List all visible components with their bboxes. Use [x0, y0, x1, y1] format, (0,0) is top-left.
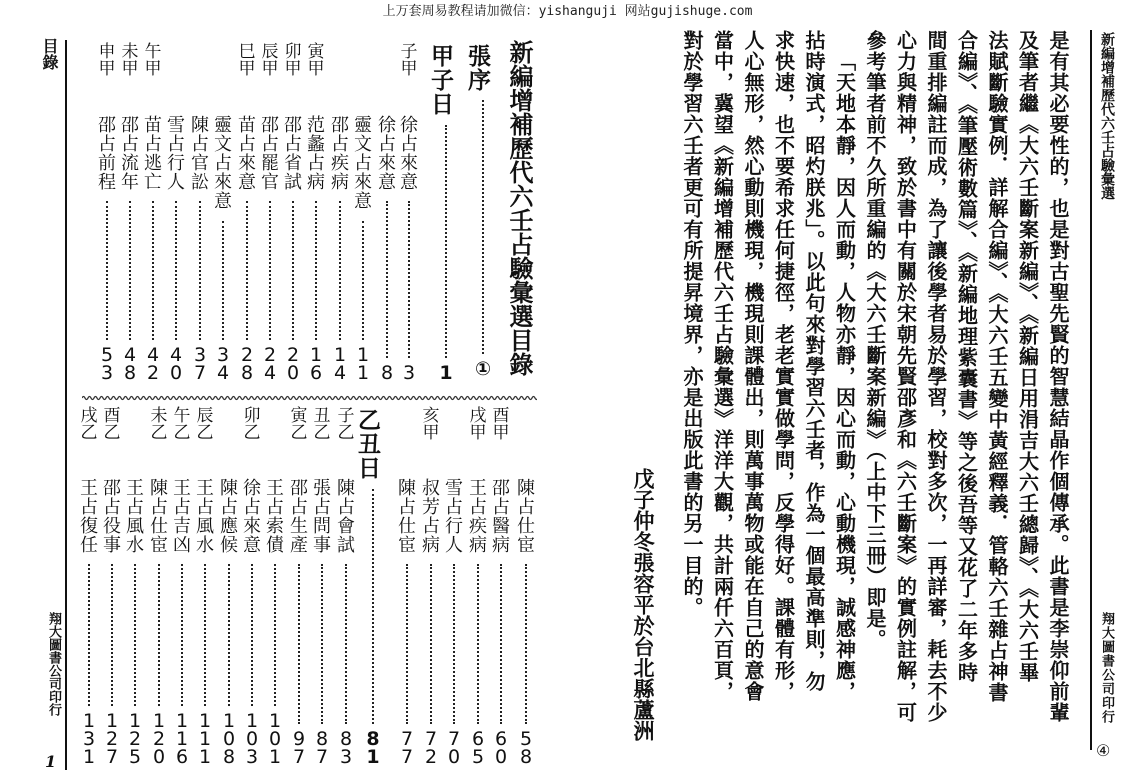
toc-entry[interactable] [311, 408, 333, 766]
leader-dots [525, 564, 527, 724]
toc-entry-branch: 午 乙 [173, 406, 191, 443]
toc-section-heading[interactable] [464, 44, 494, 382]
toc-entry[interactable] [101, 408, 123, 766]
toc-entry-page: ① [474, 358, 492, 380]
toc-entry-page: 1 0 3 [245, 710, 259, 768]
toc-entry-title: 雪占行人 [442, 478, 463, 554]
toc-entry-branch: 卯 甲 [284, 42, 302, 79]
toc-entry[interactable] [165, 44, 187, 382]
toc-entry-page: 4 2 [146, 344, 160, 384]
toc-entry[interactable] [490, 408, 512, 766]
toc-entry-title: 乙丑日 [354, 408, 380, 480]
toc-entry-page: 7 7 [400, 728, 414, 768]
toc-entry-branch: 卯 乙 [243, 406, 261, 443]
toc-entry-page: 2 8 [240, 344, 254, 384]
toc-entry[interactable] [420, 408, 442, 766]
toc-entry-page: 2 4 [263, 344, 277, 384]
leader-dots [88, 564, 90, 706]
toc-entry[interactable] [396, 408, 418, 766]
watermark-text: 上万套周易教程请加微信：yishanguji 网站gujishuge.com [382, 4, 753, 19]
toc-entry[interactable] [264, 408, 286, 766]
toc-entry[interactable] [148, 408, 170, 766]
toc-entry-title: 王占疾病 [466, 478, 487, 554]
toc-entry-page: 1 2 5 [128, 710, 142, 768]
left-running-head: 目錄 [40, 38, 59, 70]
toc-entry-page: 5 3 [100, 344, 114, 384]
preface-line: 間重排編註而成，為了讓後學者易於學習，校對多次，一再詳審，耗去不少 [924, 30, 948, 723]
toc-entry-page: 7 0 [447, 728, 461, 768]
toc-entry-page: 1 0 1 [268, 710, 282, 768]
toc-entry[interactable] [212, 44, 234, 382]
toc-entry-title: 徐占來意 [375, 115, 396, 191]
toc-entry-page: 9 7 [292, 728, 306, 768]
toc-entry-page: 2 0 [286, 344, 300, 384]
right-publisher: 翔大圖書公司印行 [1099, 612, 1114, 724]
preface-line: 法賦斷驗實例．詳解合編》、《大六壬五變中黃經釋義．管輅六壬雜占神書 [985, 30, 1009, 703]
toc-entry-branch: 寅 乙 [290, 406, 308, 443]
toc-entry[interactable] [335, 408, 357, 766]
toc-entry-title: 邵占罷官 [258, 115, 279, 191]
toc-entry-title: 靈文占來意 [211, 115, 232, 210]
toc-entry-branch: 辰 乙 [196, 406, 214, 443]
toc-entry-branch: 亥 甲 [422, 406, 440, 443]
leader-dots [222, 221, 224, 340]
toc-entry-branch: 子 甲 [400, 42, 418, 79]
toc-entry-title: 張序 [464, 44, 490, 92]
leader-dots [321, 564, 323, 724]
toc-entry-page: 7 2 [424, 728, 438, 768]
toc-entry-branch: 丑 乙 [313, 406, 331, 443]
toc-entry[interactable] [124, 408, 146, 766]
toc-entry-title: 邵占生產 [287, 478, 308, 554]
leader-dots [292, 201, 294, 340]
toc-entry[interactable] [282, 44, 304, 382]
leader-dots [129, 201, 131, 340]
left-publisher: 翔大圖書公司印行 [46, 612, 61, 716]
toc-entry-title: 陳占仕宦 [395, 478, 416, 554]
toc-entry-branch: 未 甲 [121, 42, 139, 79]
leader-dots [445, 125, 447, 358]
toc-entry[interactable] [142, 44, 164, 382]
leader-dots [199, 201, 201, 340]
toc-entry-page: 1 6 [309, 344, 323, 384]
leader-dots [152, 201, 154, 340]
wavy-divider [82, 394, 537, 402]
toc-entry[interactable] [288, 408, 310, 766]
toc-entry-page: 1 3 1 [82, 710, 96, 768]
leader-dots [315, 201, 317, 340]
right-running-head: 新編增補歷代六壬占驗彙選 [1099, 32, 1115, 200]
toc-entry-branch: 子 乙 [337, 406, 355, 443]
leader-dots [246, 201, 248, 340]
toc-entry-branch: 酉 甲 [492, 406, 510, 443]
preface-line: 對於學習六壬者更可有所提昇境界，亦是出版此書的另一目的。 [680, 30, 704, 618]
leader-dots [500, 564, 502, 724]
toc-entry-branch: 申 甲 [98, 42, 116, 79]
toc-entry-branch: 未 乙 [150, 406, 168, 443]
toc-entry[interactable] [189, 44, 211, 382]
toc-entry[interactable] [236, 44, 258, 382]
toc-entry-page: 1 1 1 [198, 710, 212, 768]
preface-line: 心力與精神，致於書中有關於宋朝先賢邵彥和《六壬斷案》的實例註解，可 [893, 30, 918, 723]
preface-body [677, 30, 1074, 723]
toc-entry-title: 王占復任 [77, 478, 98, 554]
toc-entry-title: 陳占仕宦 [514, 478, 535, 554]
toc-entry-title: 陳占應候 [217, 478, 238, 554]
leader-dots [251, 564, 253, 706]
toc-entry-branch: 酉 乙 [103, 406, 121, 443]
leader-dots [175, 201, 177, 340]
toc-entry[interactable] [171, 408, 193, 766]
leader-dots [274, 564, 276, 706]
leader-dots [111, 564, 113, 706]
toc-entry-branch: 辰 甲 [261, 42, 279, 79]
toc-entry-title: 邵占疾病 [328, 115, 349, 191]
toc-entry[interactable] [78, 408, 100, 766]
leader-dots [158, 564, 160, 706]
preface-line: 求快速，也不要希求任何捷徑，老老實實做學問，反學得好。課體有形， [771, 30, 796, 702]
toc-entry-title: 苗占逃亡 [141, 115, 162, 191]
toc-entry-page: 6 0 [494, 728, 508, 768]
leader-dots [372, 489, 374, 724]
leader-dots [204, 564, 206, 706]
left-page-number: 1 [45, 752, 57, 771]
toc-entry[interactable] [259, 44, 281, 382]
toc-entry-title: 雪占行人 [164, 115, 185, 191]
toc-entry-page: 1 2 0 [152, 710, 166, 768]
toc-entry[interactable] [329, 44, 351, 382]
toc-entry-page: 8 [380, 362, 394, 384]
toc-entry-title: 叔芳占病 [419, 478, 440, 554]
toc-title: 新編增補歷代六壬占驗彙選目錄 [505, 40, 533, 376]
leader-dots [386, 201, 388, 358]
toc-entry[interactable] [376, 44, 398, 382]
toc-entry-branch: 戌 甲 [469, 406, 487, 443]
leader-dots [453, 564, 455, 724]
toc-entry-page: 1 1 [356, 344, 370, 384]
toc-entry-page: 3 7 [193, 344, 207, 384]
toc-section-heading[interactable] [354, 408, 384, 768]
leader-dots [298, 564, 300, 724]
toc-entry-page: 1 0 8 [222, 710, 236, 768]
toc-entry-title: 陳占仕宦 [147, 478, 168, 554]
leader-dots [408, 201, 410, 358]
leader-dots [482, 100, 484, 354]
toc-entry-page: 8 7 [315, 728, 329, 768]
preface-line: 及筆者繼《大六壬斷案新編》、《新編日用涓吉大六壬總歸》、《大六壬畢 [1015, 30, 1040, 683]
toc-entry-title: 徐占來意 [397, 115, 418, 191]
toc-entry-branch: 午 甲 [144, 42, 162, 79]
toc-entry-page: 8 1 [366, 728, 380, 768]
leader-dots [134, 564, 136, 706]
toc-entry-page: 1 [439, 362, 453, 384]
toc-entry[interactable] [119, 44, 141, 382]
toc-entry-title: 邵占前程 [95, 115, 116, 191]
toc-entry[interactable] [305, 44, 327, 382]
toc-entry-page: 4 8 [123, 344, 137, 384]
toc-entry-page: 3 4 [216, 344, 230, 384]
toc-entry-title: 靈文占來意 [351, 115, 372, 210]
toc-entry[interactable] [443, 408, 465, 766]
leader-dots [106, 201, 108, 340]
preface-line: 拈時演式，昭灼朕兆」。以此句來對學習六壬者，作為一個最高準則，勿 [802, 30, 826, 692]
toc-entry[interactable] [96, 44, 118, 382]
preface-line: 當中，冀望《新編增補歷代六壬占驗彙選》洋洋大觀，共計兩仟六百頁， [710, 30, 735, 702]
preface-signature: 戊子仲冬張容平於台北縣蘆洲 [631, 468, 656, 741]
toc-entry-page: 1 2 7 [105, 710, 119, 768]
leader-dots [228, 564, 230, 706]
leader-dots [345, 564, 347, 724]
toc-entry-page: 4 0 [169, 344, 183, 384]
toc-entry-title: 范蠡占病 [304, 115, 325, 191]
toc-entry[interactable] [515, 408, 537, 766]
toc-section-heading[interactable] [427, 44, 457, 384]
leader-dots [181, 564, 183, 706]
toc-entry[interactable] [194, 408, 216, 766]
toc-entry-title: 陳占官訟 [188, 115, 209, 191]
toc-entry-page: 6 5 [471, 728, 485, 768]
toc-entry[interactable] [352, 44, 374, 382]
toc-entry-title: 邵占省試 [281, 115, 302, 191]
preface-line: 「天地本靜，因人而動，人物亦靜，因心而動，心動機現，誠感神應， [832, 51, 857, 702]
preface-line: 是有其必要性的，也是對古聖先賢的智慧結晶作個傳承。此書是李崇仰前輩 [1046, 30, 1070, 723]
right-page-number: ④ [1096, 741, 1111, 760]
toc-entry-page: 8 3 [339, 728, 353, 768]
right-margin-rule [1090, 30, 1092, 750]
toc-entry-title: 邵占醫病 [489, 478, 510, 554]
toc-entry[interactable] [398, 44, 420, 382]
toc-entry-title: 張占問事 [310, 478, 331, 554]
toc-entry-title: 甲子日 [427, 44, 453, 116]
leader-dots [269, 201, 271, 340]
toc-entry-page: 3 [402, 362, 416, 384]
toc-entry-title: 王占索債 [263, 478, 284, 554]
leader-dots [339, 201, 341, 340]
toc-entry-page: 1 4 [333, 344, 347, 384]
preface-line: 參考筆者前不久所重編的《大六壬斷案新編》（上中下三冊）即是。 [863, 30, 887, 650]
preface-line: 合編》、《筆壓術數篇》、《新編地理紫囊書》等之後吾等又花了二年多時 [954, 30, 979, 683]
toc-entry[interactable] [241, 408, 263, 766]
toc-entry-branch: 寅 甲 [307, 42, 325, 79]
toc-entry-title: 徐占來意 [240, 478, 261, 554]
toc-entry[interactable] [218, 408, 240, 766]
toc-entry-page: 1 1 6 [175, 710, 189, 768]
leader-dots [406, 564, 408, 724]
leader-dots [477, 564, 479, 724]
toc-entry-title: 王占風水 [193, 478, 214, 554]
toc-entry-branch: 戌 乙 [80, 406, 98, 443]
toc-entry-page: 5 8 [519, 728, 533, 768]
leader-dots [362, 221, 364, 340]
toc-entry-branch: 巳 甲 [238, 42, 256, 79]
toc-entry-title: 王占風水 [123, 478, 144, 554]
toc-entry-title: 邵占流年 [118, 115, 139, 191]
left-margin-rule [65, 40, 67, 770]
toc-entry-title: 陳占會試 [334, 478, 355, 554]
toc-entry-title: 邵占役事 [100, 478, 121, 554]
toc-entry-title: 苗占來意 [235, 115, 256, 191]
toc-entry-title: 王占吉凶 [170, 478, 191, 554]
preface-line: 人心無形，然心動則機現，機現則課體出，則萬事萬物或能在自己的意會 [741, 30, 765, 702]
toc-entry[interactable] [467, 408, 489, 766]
leader-dots [430, 564, 432, 724]
